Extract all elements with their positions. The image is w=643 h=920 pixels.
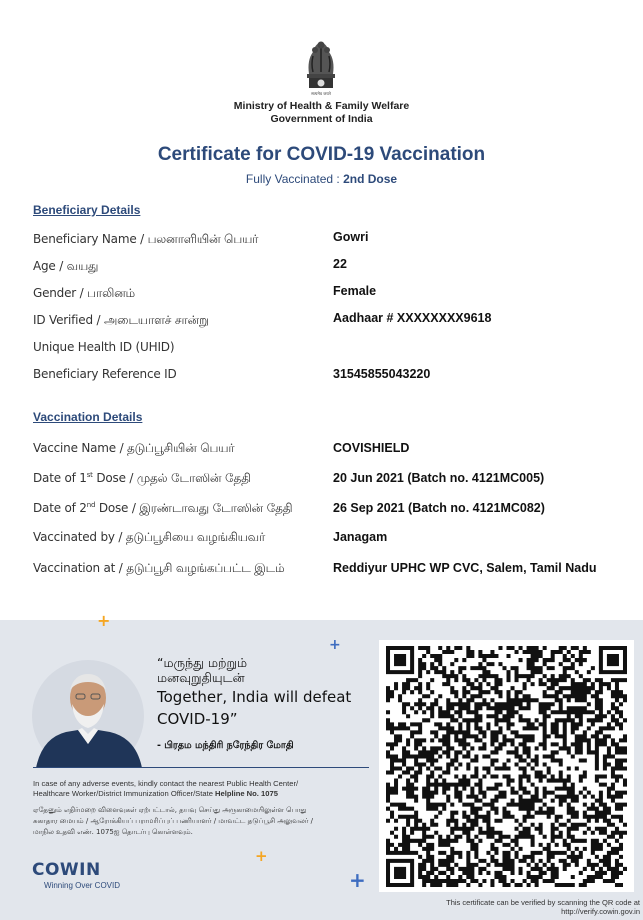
certificate-title: Certificate for COVID-19 Vaccination xyxy=(157,144,486,165)
status-prefix: Fully Vaccinated : xyxy=(245,172,344,186)
row-value: 20 Jun 2021 (Batch no. 4121MC005) xyxy=(333,471,545,485)
gender-row xyxy=(33,286,633,304)
prime-minister-portrait xyxy=(32,660,146,768)
qr-code-panel xyxy=(379,640,634,892)
cowin-logo: COWIN xyxy=(32,860,101,880)
quote-english-line-1: Together, India will defeat xyxy=(157,688,352,706)
vaccinated-by-row xyxy=(33,530,633,548)
dose1-row xyxy=(33,471,633,489)
vaccination-heading: Vaccination Details xyxy=(33,410,143,424)
qr-modules xyxy=(386,646,627,887)
row-value: 26 Sep 2021 (Batch no. 4121MC082) xyxy=(333,501,545,515)
row-label: Vaccinated by / தடுப்பூசியை வழங்கியவர் xyxy=(33,530,266,544)
row-label: ID Verified / அடையாளச் சான்று xyxy=(33,313,209,327)
row-value: Female xyxy=(333,284,377,298)
row-label: Gender / பாலினம் xyxy=(33,286,136,300)
row-label: Beneficiary Reference ID xyxy=(33,367,177,381)
quote-block xyxy=(157,655,367,729)
helpline-tamil: ஏதேனும் எதிர்மறை விளைவுகள் ஏற்பட்டால், தயவு செய்து அருகாமையிலுள்ள பொது சுகாதார மையம் / ஆரோக்கியப் பராமரிப்புப் பணியாளர் / மாவட்ட தடுப்பூசி அலுவலர் / மாநில உதவி எண். 1075ஐ தொடர்பு கொள்ளவும். xyxy=(33,806,314,836)
id-verified-row xyxy=(33,313,633,331)
helpline-english: In case of any adverse events, kindly contact the nearest Public Health Center/ Healthcare Worker/District Immunization Officer/State Helpline No. 1075 xyxy=(33,779,299,798)
beneficiary-heading: Beneficiary Details xyxy=(33,203,141,217)
age-row xyxy=(33,259,633,277)
verify-note: This certificate can be verified by scanning the QR code at http://verify.cowin.gov.in xyxy=(380,898,640,916)
plus-decoration-icon: + xyxy=(255,847,268,865)
row-value: 22 xyxy=(333,257,347,271)
row-label: Vaccination at / தடுப்பூசி வழங்கப்பட்ட இடம் xyxy=(33,561,285,575)
quote-attribution: - பிரதம மந்திரி நரேந்திர மோதி xyxy=(157,740,294,751)
government-name: Government of India xyxy=(270,113,373,125)
row-value: Gowri xyxy=(333,230,369,244)
beneficiary-name-row xyxy=(33,232,633,250)
dose2-row xyxy=(33,501,633,519)
plus-decoration-icon: + xyxy=(329,637,341,653)
helpline-number: Helpline No. 1075 xyxy=(215,789,278,798)
row-value: 31545855043220 xyxy=(333,367,431,381)
national-emblem-icon xyxy=(301,34,341,96)
verify-url: http://verify.cowin.gov.in xyxy=(561,907,640,916)
row-value: Aadhaar # XXXXXXXX9618 xyxy=(333,311,492,325)
footer-divider xyxy=(33,767,369,768)
qr-code-icon xyxy=(386,646,627,887)
emblem-motto: सत्यमेव जयते xyxy=(311,91,331,96)
cowin-tagline: Winning Over COVID xyxy=(44,881,121,890)
vaccinated-at-row xyxy=(33,561,633,579)
row-label: Unique Health ID (UHID) xyxy=(33,340,175,354)
row-value: COVISHIELD xyxy=(333,441,410,455)
reference-id-row xyxy=(33,367,633,385)
plus-decoration-icon: + xyxy=(97,611,111,630)
ministry-name: Ministry of Health & Family Welfare xyxy=(233,100,410,112)
row-label: Beneficiary Name / பலனாளியின் பெயர் xyxy=(33,232,259,246)
row-value: Reddiyur UPHC WP CVC, Salem, Tamil Nadu xyxy=(333,561,597,575)
quote-tamil-line-2: மனவுறுதியுடன் xyxy=(157,670,245,685)
row-label: Date of 1st Dose / முதல் டோஸின் தேதி xyxy=(33,471,251,485)
quote-english-line-2: COVID-19” xyxy=(157,710,238,728)
quote-tamil-line-1: “மருந்து மற்றும் xyxy=(157,655,248,670)
row-label: Date of 2nd Dose / இரண்டாவது டோஸின் தேதி xyxy=(33,501,293,515)
vaccine-name-row xyxy=(33,441,633,459)
uhid-row xyxy=(33,340,633,358)
row-label: Age / வயது xyxy=(33,259,99,273)
plus-decoration-icon: + xyxy=(349,868,366,892)
row-value: Janagam xyxy=(333,530,388,544)
vaccination-status xyxy=(0,172,643,186)
status-dose: 2nd Dose xyxy=(343,172,398,186)
row-label: Vaccine Name / தடுப்பூசியின் பெயர் xyxy=(33,441,235,455)
